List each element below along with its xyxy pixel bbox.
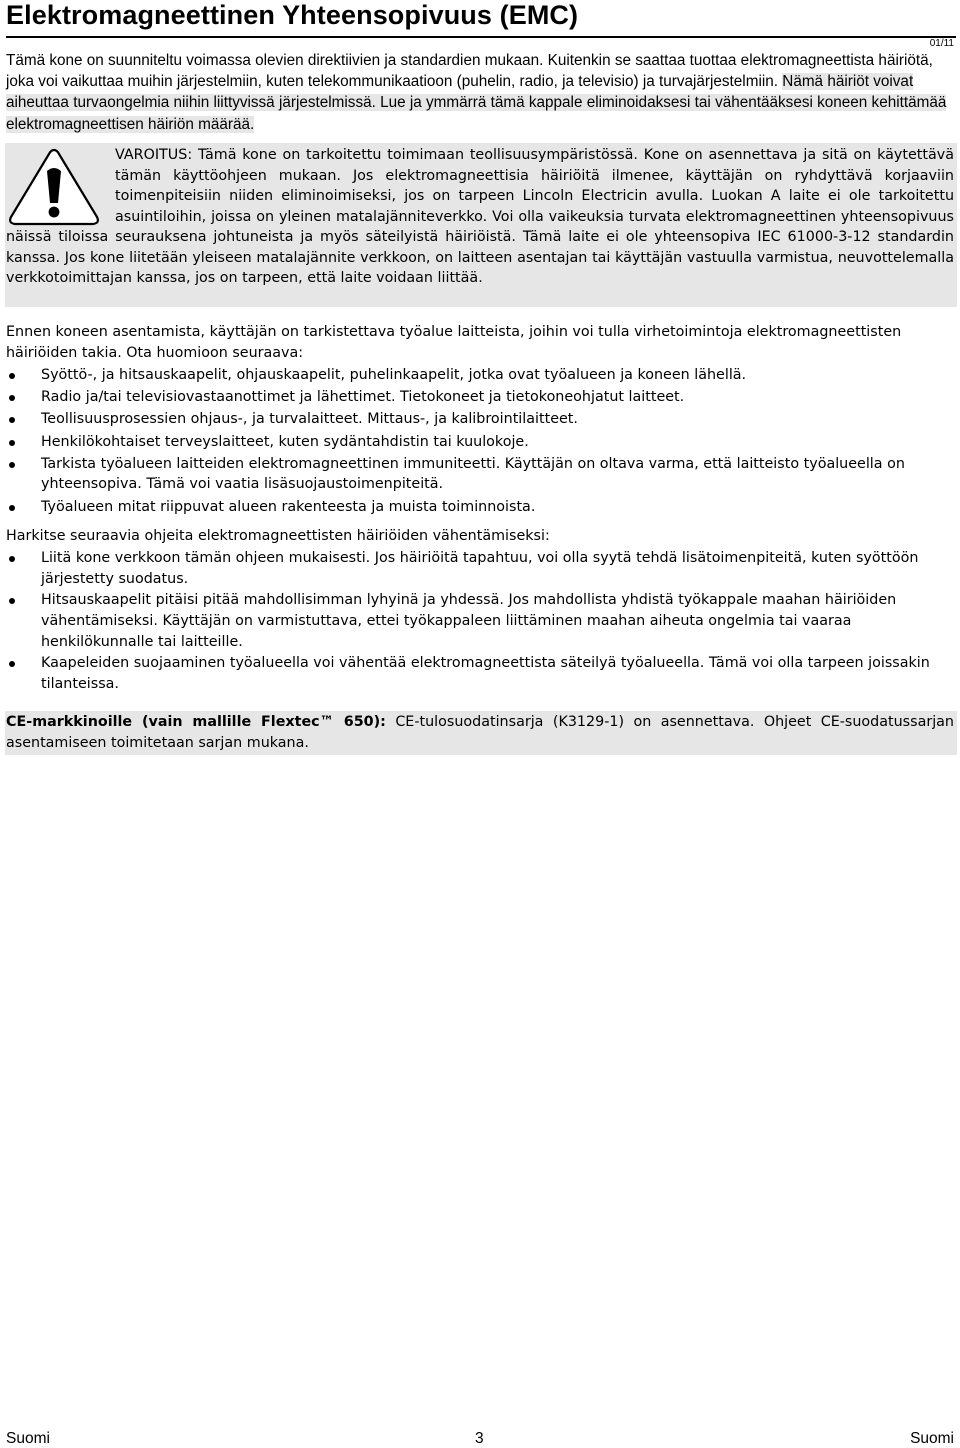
bullet-icon — [9, 440, 15, 446]
bullet-icon — [9, 661, 15, 667]
footer-language-left: Suomi — [6, 1430, 50, 1447]
list-item: Tarkista työalueen laitteiden elektromagneettinen immuniteetti. Käyttäjän on oltava varma, että laitteisto työalueella on yhteensopiva. Tämä voi vaatia lisäsuojaustoimenpiteitä. — [6, 454, 952, 495]
section1-intro: Ennen koneen asentamista, käyttäjän on tarkistettava työalue laitteista, joihin voi tulla virhetoimintoja elektromagneettisten häiriöiden takia. Ota huomioon seuraava: — [6, 324, 902, 361]
bullet-icon — [9, 417, 15, 423]
list-item: Liitä kone verkkoon tämän ohjeen mukaisesti. Jos häiriöitä tapahtuu, voi olla syytä tehdä lisätoimenpiteitä, kuten syöttöön järjestetty suodatus. — [6, 548, 952, 589]
bullet-icon — [9, 598, 15, 604]
list-item: Työalueen mitat riippuvat alueen rakenteesta ja muista toiminnoista. — [6, 497, 952, 518]
intro-paragraph — [6, 50, 952, 135]
title-divider — [6, 36, 956, 38]
checklist-before-install — [6, 365, 952, 519]
warning-paragraph — [6, 145, 954, 289]
list-item: Radio ja/tai televisiovastaanottimet ja lähettimet. Tietokoneet ja tietokoneohjatut laitteet. — [6, 387, 952, 408]
list-item: Henkilökohtaiset terveyslaitteet, kuten sydäntahdistin tai kuulokoje. — [6, 432, 952, 453]
ce-note-heading: CE-markkinoille (vain mallille Flextec™ 650): — [6, 714, 386, 730]
ce-note-text: CE-tulosuodatinsarja (K3129-1) on asennettava. Ohjeet CE-suodatussarjan asentamiseen toimitetaan sarjan mukana. — [6, 714, 954, 751]
list-item: Syöttö-, ja hitsauskaapelit, ohjauskaapelit, puhelinkaapelit, jotka ovat työalueen ja koneen lähellä. — [6, 365, 952, 386]
page-number: 3 — [475, 1430, 484, 1447]
ce-note — [6, 712, 954, 754]
list-item: Kaapeleiden suojaaminen työalueella voi vähentää elektromagneettista säteilyä työalueella. Tämä voi olla tarpeen joissakin tilanteissa. — [6, 653, 952, 694]
bullet-icon — [9, 462, 15, 468]
footer-language-right: Suomi — [910, 1430, 954, 1447]
document-code: 01/11 — [929, 38, 954, 49]
list-item: Hitsauskaapelit pitäisi pitää mahdollisimman lyhyinä ja yhdessä. Jos mahdollista yhdistä työkappale maahan häiriöiden vähentämiseksi. Käyttäjän on varmistuttava, ettei työkappaleen liittäminen maahan aiheuta ongelmia tai vaaraa henkilökunnalle tai laitteille. — [6, 590, 952, 652]
section2-intro: Harkitse seuraavia ohjeita elektromagneettisten häiriöiden vähentämiseksi: — [6, 528, 550, 544]
page-title: Elektromagneettinen Yhteensopivuus (EMC) — [6, 0, 579, 30]
warning-text: VAROITUS: Tämä kone on tarkoitettu toimimaan teollisuusympäristössä. Kone on asennettava ja sitä on käytettävä tämän käyttöohjeen mukaan. Jos elektromagneettisia häiriöitä ilmenee, käyttäjän on ryhdyttävä korjaaviin toimenpiteisiin niiden eliminoimiseksi, jos on tarpeen Lincoln Electricin avulla. Luokan A laite ei ole tarkoitettu asuintiloihin, joissa on yleinen matalajänniteverkko. Voi olla vaikeuksia turvata elektromagneettinen yhteensopivuus näissä tiloissa seurauksena johtuneista ja myös säteilyistä häiriöistä. Tämä laite ei ole yhteensopiva IEC 61000-3-12 standardin kanssa. Jos kone liitetään yleiseen matalajännite verkkoon, on laitteen asentajan tai käyttäjän vastuulla varmistua, neuvottelemalla verkkotoimittajan kanssa, jos on tarpeen, että laite voidaan liittää. — [6, 147, 954, 286]
bullet-icon — [9, 395, 15, 401]
intro-highlighted-text: Nämä häiriöt voivat aiheuttaa turvaongelmia niihin liittyvissä järjestelmissä. Lue ja ymmärrä tämä kappale eliminoidaksesi tai vähentääksesi koneen kehittämää elektromagneettisen häiriön määrää. — [6, 73, 947, 133]
bullet-icon — [9, 373, 15, 379]
bullet-icon — [9, 556, 15, 562]
list-item: Teollisuusprosessien ohjaus-, ja turvalaitteet. Mittaus-, ja kalibrointilaitteet. — [6, 409, 952, 430]
bullet-icon — [9, 505, 15, 511]
intro-text: Tämä kone on suunniteltu voimassa olevien direktiivien ja standardien mukaan. Kuitenkin se saattaa tuottaa elektromagneettista häiriötä, joka voi vaikuttaa muihin järjestelmiin, kuten telekommunikaatioon (puhelin, radio, ja televisio) ja turvajärjestelmiin. — [6, 52, 933, 91]
checklist-reduce-interference — [6, 548, 952, 696]
